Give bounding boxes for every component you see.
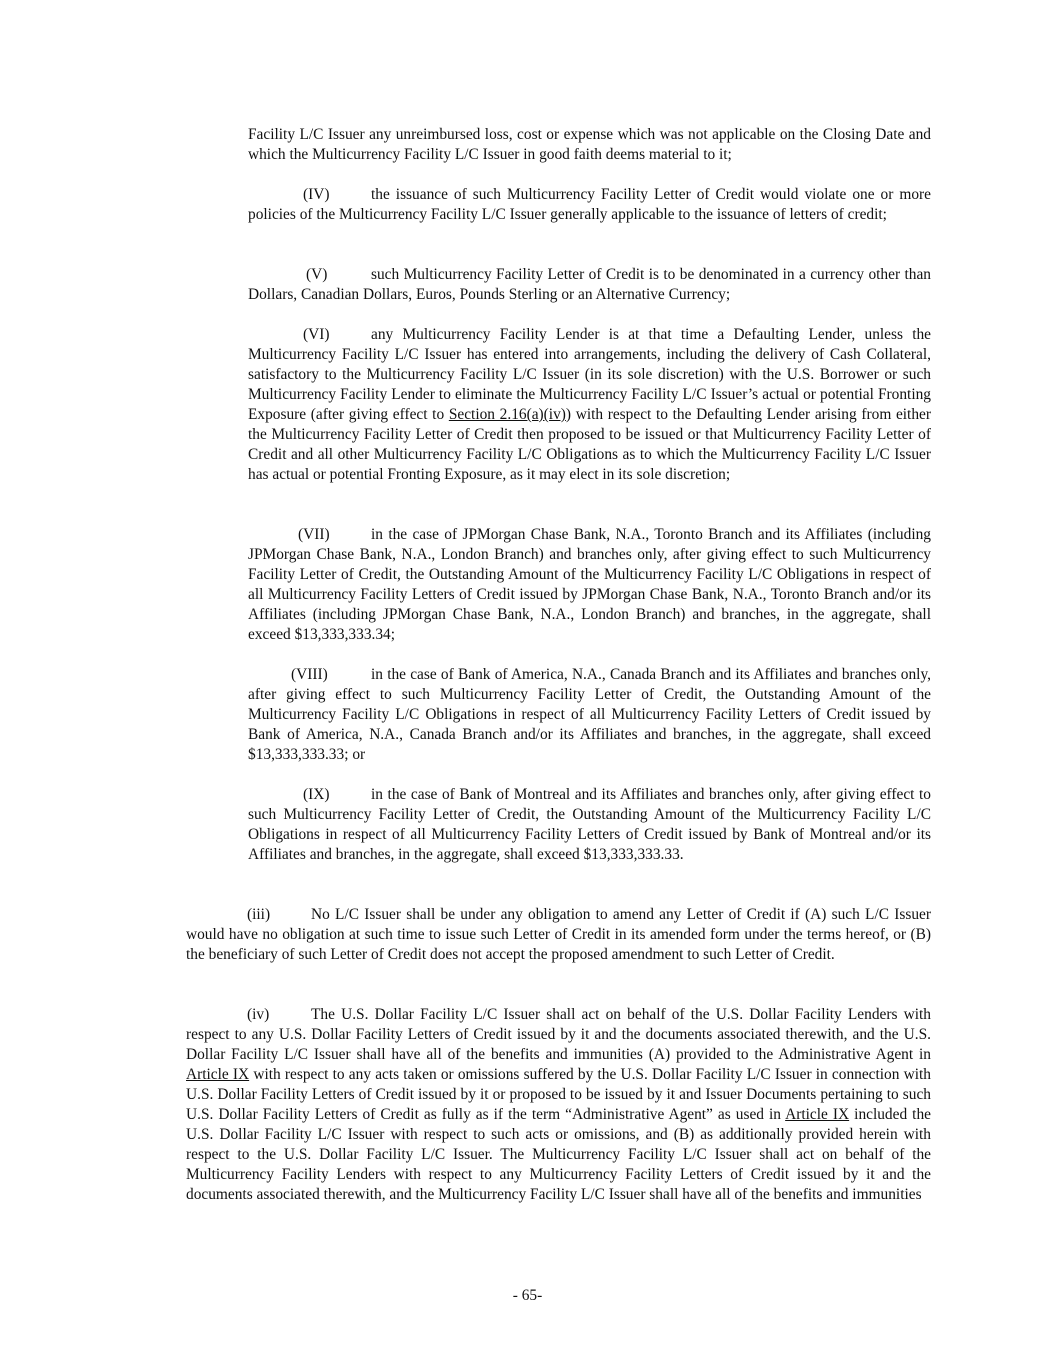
clause-iii bbox=[186, 905, 931, 965]
clause-IX bbox=[248, 785, 931, 865]
clause-IX-text: in the case of Bank of Montreal and its Affiliates and branches only, after giving effect to such Multicurrency Facility Letter of Credit, the Outstanding Amount of the Multicurrency Facility L/C Obligations in respect of all Multicurrency Facility Letters of Credit issued by Bank of Montreal and/or its Affiliates and branches, in the aggregate, shall exceed $13,333,333.33. bbox=[248, 786, 931, 863]
clause-VII bbox=[248, 525, 931, 645]
clause-VI-number: (VI) bbox=[303, 326, 330, 343]
clause-V bbox=[248, 265, 931, 305]
article-ix-reference: Article IX bbox=[785, 1106, 850, 1123]
article-ix-reference: Article IX bbox=[186, 1066, 250, 1083]
clause-IV-number: (IV) bbox=[303, 186, 330, 203]
clause-iv-text-part2: with respect to any acts taken or omissions suffered by the U.S. Dollar Facility L/C Issuer in connection with U.S. Dollar Facility Letters of Credit issued by it or proposed to be issued by it and Issuer Documents pertaining to such U.S. Dollar Facility Letters of Credit as fully as if the term “Administrative Agent” as used in bbox=[186, 1066, 931, 1123]
clause-VII-text: in the case of JPMorgan Chase Bank, N.A., Toronto Branch and its Affiliates (including JPMorgan Chase Bank, N.A., London Branch) and branches only, after giving effect to such Multicurrency Facility Letter of Credit, the Outstanding Amount of the Multicurrency Facility L/C Obligations in respect of all Multicurrency Facility Letters of Credit issued by JPMorgan Chase Bank, N.A., Toronto Branch and/or its Affiliates (including JPMorgan Chase Bank, N.A., London Branch) and branches, in the aggregate, shall exceed $13,333,333.34; bbox=[248, 526, 931, 643]
clause-V-text: such Multicurrency Facility Letter of Credit is to be denominated in a currency other than Dollars, Canadian Dollars, Euros, Pounds Sterling or an Alternative Currency; bbox=[248, 266, 931, 303]
clause-iv-number: (iv) bbox=[247, 1006, 270, 1023]
clause-IV-text: the issuance of such Multicurrency Facility Letter of Credit would violate one or more policies of the Multicurrency Facility L/C Issuer generally applicable to the issuance of letters of credit; bbox=[248, 186, 931, 223]
clause-iv-text-part1: The U.S. Dollar Facility L/C Issuer shall act on behalf of the U.S. Dollar Facility Lenders with respect to any U.S. Dollar Facility Letters of Credit issued by it and the documents associated therewith, and the U.S. Dollar Facility L/C Issuer shall have all of the benefits and immunities (A) provided to the Administrative Agent in bbox=[186, 1006, 931, 1063]
clause-IV bbox=[248, 185, 931, 225]
clause-VI-text-part2: ) with respect to the Defaulting Lender arising from either the Multicurrency Facility Letter of Credit then proposed to be issued or that Multicurrency Facility Letter of Credit and all other Multicurrency Facility L/C Obligations as to which the Multicurrency Facility L/C Issuer has actual or potential Fronting Exposure, as it may elect in its sole discretion; bbox=[248, 406, 931, 483]
clause-VIII-text: in the case of Bank of America, N.A., Canada Branch and its Affiliates and branches only, after giving effect to such Multicurrency Facility Letter of Credit, the Outstanding Amount of the Multicurrency Facility L/C Obligations in respect of all Multicurrency Facility Letters of Credit issued by Bank of America, N.A., Canada Branch and/or its Affiliates and branches, in the aggregate, shall exceed $13,333,333.33; or bbox=[248, 666, 931, 763]
clause-IX-number: (IX) bbox=[303, 786, 330, 803]
clause-VI-text-part1: any Multicurrency Facility Lender is at that time a Defaulting Lender, unless the Multicurrency Facility L/C Issuer has entered into arrangements, including the delivery of Cash Collateral, satisfactory to the Multicurrency Facility L/C Issuer (in its sole discretion) with the U.S. Borrower or such Multicurrency Facility Lender to eliminate the Multicurrency Facility L/C Issuer’s actual or potential Fronting Exposure (after giving effect to bbox=[248, 326, 931, 423]
clause-VI bbox=[248, 325, 931, 485]
clause-iv bbox=[186, 1005, 931, 1205]
clause-VIII bbox=[248, 665, 931, 765]
clause-III-continuation: Facility L/C Issuer any unreimbursed loss, cost or expense which was not applicable on the Closing Date and which the Multicurrency Facility L/C Issuer in good faith deems material to it; bbox=[248, 126, 931, 163]
section-2-16-reference: Section 2.16(a)(iv) bbox=[448, 406, 566, 423]
clause-iii-number: (iii) bbox=[247, 906, 271, 923]
clause-iv-text-part3: included the U.S. Dollar Facility L/C Issuer with respect to such acts or omissions, and (B) as additionally provided herein with respect to the U.S. Dollar Facility L/C Issuer. The Multicurrency Facility L/C Issuer shall act on behalf of the Multicurrency Facility Lenders with respect to any Multicurrency Facility Letters of Credit issued by it and the documents associated therewith, and the Multicurrency Facility L/C Issuer shall have all of the benefits and immunities bbox=[186, 1106, 931, 1203]
clause-VII-number: (VII) bbox=[298, 526, 330, 543]
clause-iii-text: No L/C Issuer shall be under any obligation to amend any Letter of Credit if (A) such L/C Issuer would have no obligation at such time to issue such Letter of Credit in its amended form under the terms hereof, or (B) the beneficiary of such Letter of Credit does not accept the proposed amendment to such Letter of Credit. bbox=[186, 906, 931, 963]
clause-V-number: (V) bbox=[306, 266, 328, 283]
clause-VIII-number: (VIII) bbox=[291, 666, 328, 683]
page-number: - 65- bbox=[512, 1287, 543, 1304]
